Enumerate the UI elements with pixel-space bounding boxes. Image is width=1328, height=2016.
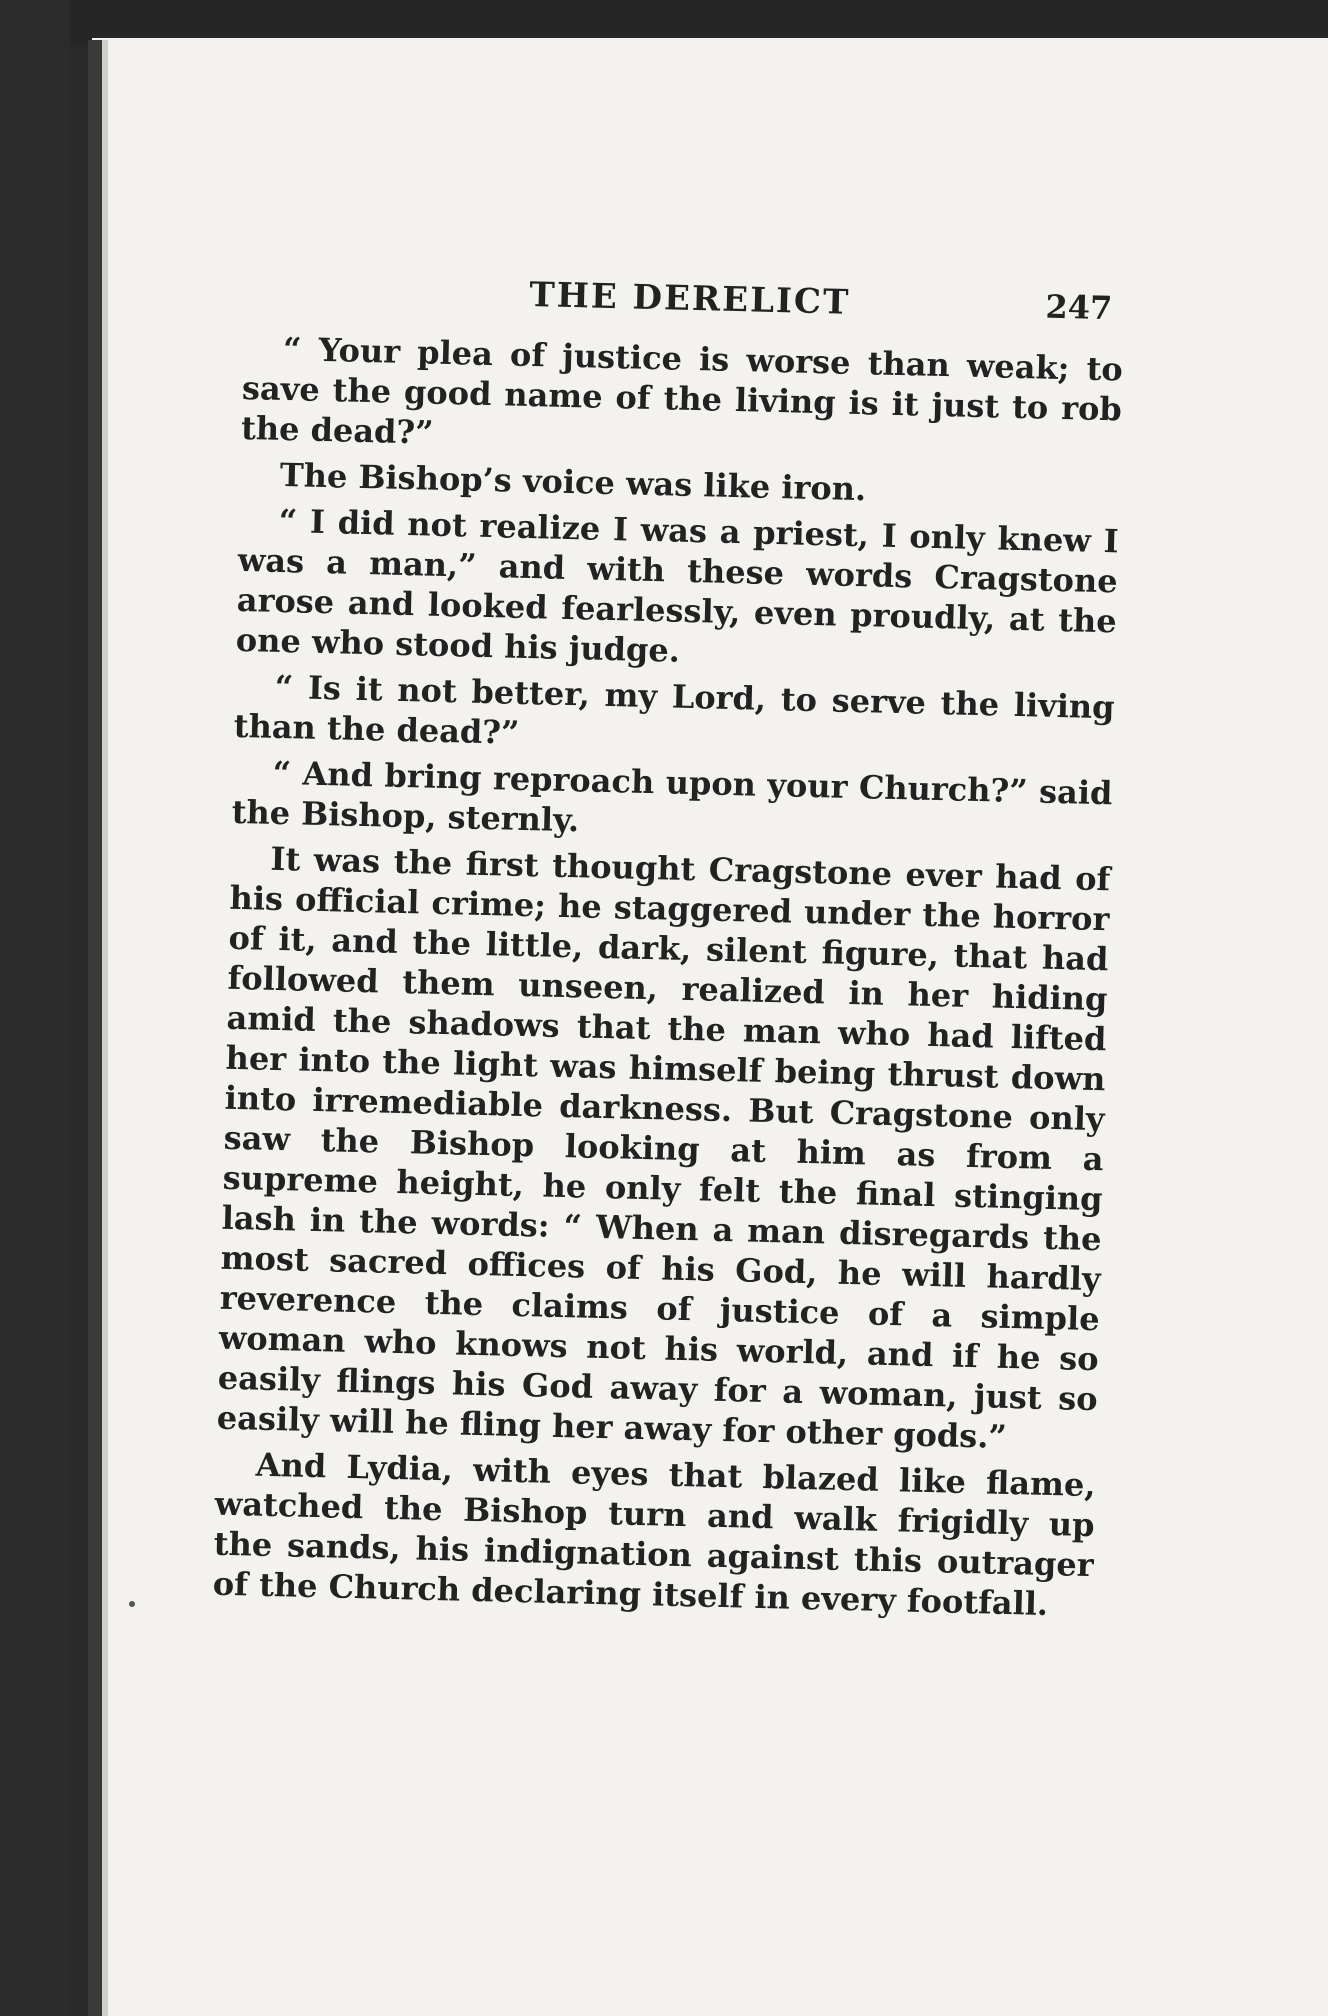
scan-border-left bbox=[0, 0, 70, 2016]
paragraph: It was the first thought Cragstone ever had of his official crime; he staggered under the horror of it, and the little, dark, silent figure, that had followed them unseen, realized in her hiding amid the shadows that the man who had lifted her into the light was himself being thrust down into irremediable darkness. But Cragstone only saw the Bishop looking at him as from a supreme height, he only felt the final stinging lash in the words: “ When a man disregards the most sacred offices of his God, he will hardly reverence the claims of justice of a simple woman who knows not his world, and if he so easily flings his God away for a woman, just so easily will he fling her away for other gods.” bbox=[216, 839, 1111, 1456]
margin-speck bbox=[129, 1601, 135, 1607]
paragraph: And Lydia, with eyes that blazed like flame, watched the Bishop turn and walk frigidly up the sands, his indignation against this outrager of the Church declaring itself in every footfall. bbox=[212, 1445, 1096, 1624]
page-text-block bbox=[212, 268, 1125, 1635]
page-number: 247 bbox=[1045, 287, 1113, 328]
paragraph: “ Is it not better, my Lord, to serve the living than the dead?” bbox=[233, 667, 1115, 752]
page-spine-edge bbox=[102, 40, 108, 2016]
paragraph: “ I did not realize I was a priest, I only knew I was a man,” and with these words Cragstone arose and looked fearlessly, even proudly, at the one who stood his judge. bbox=[235, 501, 1120, 670]
paragraph: “ Your plea of justice is worse than weak; to save the good name of the living is it just to rob the dead?” bbox=[240, 329, 1124, 452]
page-spine bbox=[88, 40, 102, 2016]
paragraph: The Bishop’s voice was like iron. bbox=[279, 455, 867, 509]
paragraph: “ And bring reproach upon your Church?” said the Bishop, sternly. bbox=[231, 753, 1113, 840]
running-title: THE DERELICT bbox=[528, 274, 851, 323]
